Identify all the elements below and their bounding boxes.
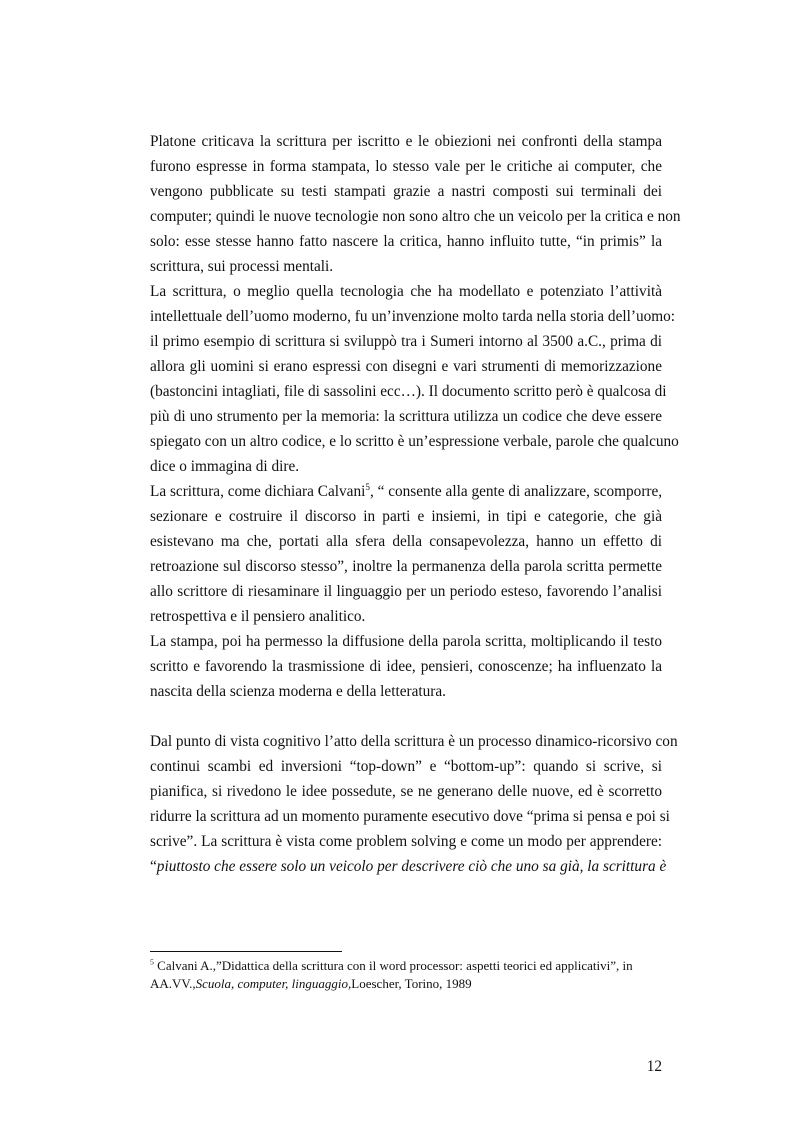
footnote-text: Calvani A.,”Didattica della scrittura con il word processor: aspetti teorici ed applicativi”, in: [153, 958, 633, 973]
text-line: furono espresse in forma stampata, lo stesso vale per le critiche ai computer, che: [150, 158, 662, 175]
text-line: computer; quindi le nuove tecnologie non sono altro che un veicolo per la critica e non: [150, 208, 681, 225]
footnote-text: AA.VV.,: [150, 976, 196, 991]
text-line: spiegato con un altro codice, e lo scritto è un’espressione verbale, parole che qualcuno: [150, 433, 679, 450]
italic-quotation: piuttosto che essere solo un veicolo per descrivere ciò che uno sa già, la scrittura è: [156, 858, 667, 875]
text-line: Platone criticava la scrittura per iscritto e le obiezioni nei confronti della stampa: [150, 133, 662, 150]
text-line: più di uno strumento per la memoria: la scrittura utilizza un codice che deve essere: [150, 408, 662, 425]
footnote-separator: [150, 951, 342, 952]
text-line: La scrittura, o meglio quella tecnologia che ha modellato e potenziato l’attività: [150, 283, 662, 300]
paragraph-1: [150, 129, 681, 279]
footnote-number: 5: [150, 957, 154, 967]
text-line: allora gli uomini si erano espressi con disegni e vari strumenti di memorizzazione: [150, 358, 662, 375]
text-line: sezionare e costruire il discorso in parti e insiemi, in tipi e categorie, che già: [150, 508, 662, 525]
text-fragment: , “ consente alla gente di analizzare, scomporre,: [369, 483, 663, 500]
text-line: nascita della scienza moderna e della letteratura.: [150, 683, 447, 700]
text-line: intellettuale dell’uomo moderno, fu un’invenzione molto tarda nella storia dell’uomo:: [150, 308, 676, 325]
text-line: scrittura, sui processi mentali.: [150, 258, 334, 275]
text-line: Dal punto di vista cognitivo l’atto della scrittura è un processo dinamico-ricorsivo con: [150, 733, 678, 750]
paragraph-gap: [150, 704, 662, 729]
text-line: [150, 479, 662, 504]
text-line: scritto e favorendo la trasmissione di idee, pensieri, conoscenze; ha influenzato la: [150, 658, 662, 675]
footnote-text: Loescher, Torino, 1989: [351, 976, 472, 991]
text-line: [150, 854, 667, 879]
paragraph-5: [150, 729, 678, 879]
text-line: retroazione sul discorso stesso”, inoltre la permanenza della parola scritta permette: [150, 558, 662, 575]
text-line: La stampa, poi ha permesso la diffusione della parola scritta, moltiplicando il testo: [150, 633, 662, 650]
text-fragment: La scrittura, come dichiara Calvani: [150, 483, 366, 500]
page-number: 12: [646, 1058, 662, 1075]
text-line: solo: esse stesse hanno fatto nascere la critica, hanno influito tutte, “in primis” la: [150, 233, 662, 250]
paragraph-4: [150, 629, 662, 704]
footnote-line: [150, 975, 670, 993]
footnote-line: [150, 957, 670, 975]
text-line: allo scrittore di riesaminare il linguaggio per un periodo esteso, favorendo l’analisi: [150, 583, 662, 600]
text-line: scrive”. La scrittura è vista come problem solving e come un modo per apprendere:: [150, 833, 662, 850]
text-line: vengono pubblicate su testi stampati grazie a nastri composti sui terminali dei: [150, 183, 662, 200]
text-line: ridurre la scrittura ad un momento puramente esecutivo dove “prima si pensa e poi si: [150, 808, 670, 825]
text-line: dice o immagina di dire.: [150, 458, 300, 475]
paragraph-3: [150, 479, 662, 629]
text-line: (bastoncini intagliati, file di sassolini ecc…). Il documento scritto però è qualcosa di: [150, 383, 667, 400]
paragraph-2: [150, 279, 679, 479]
quote-mark: “: [150, 858, 157, 875]
text-line: il primo esempio di scrittura si sviluppò tra i Sumeri intorno al 3500 a.C., prima di: [150, 333, 662, 350]
text-line: esistevano ma che, portati alla sfera della consapevolezza, hanno un effetto di: [150, 533, 662, 550]
body-text: [150, 129, 681, 879]
footnote-title-italic: Scuola, computer, linguaggio,: [195, 976, 352, 991]
text-line: continui scambi ed inversioni “top-down” e “bottom-up”: quando si scrive, si: [150, 758, 662, 775]
text-line: retrospettiva e il pensiero analitico.: [150, 608, 366, 625]
footnote-reference: 5: [365, 481, 370, 492]
text-line: pianifica, si rivedono le idee possedute, se ne generano delle nuove, ed è scorretto: [150, 783, 662, 800]
footnote: [150, 957, 670, 993]
